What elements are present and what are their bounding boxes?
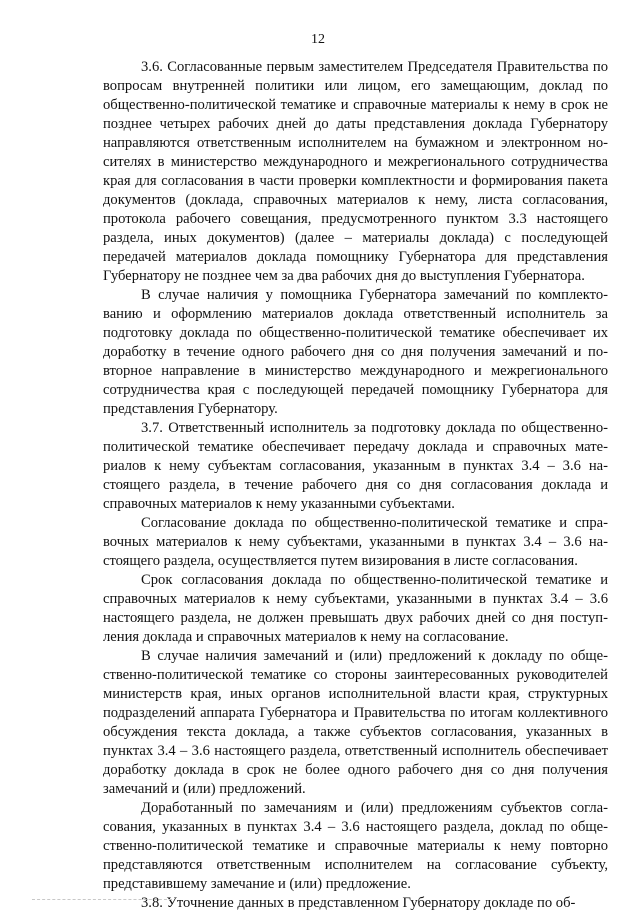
paragraph-approval-term: Срок согласования доклада по общественно-политической тематике и справочных материалов к нему субъектами, указанными в пунктах 3.4 – 3.6 настоящего раздела, не должен превышать двух рабочих дней со дня поступления доклада и справочных материалов к нему на согласование. — [103, 572, 608, 645]
paragraph-revised-report: Доработанный по замечаниям и (или) предложениям субъектов согласования, указанных в пунктах 3.4 – 3.6 настоящего раздела, доклад по общественно-политической тематике и справочные материалы к нему повторно представляются ответственным исполнителем на согласование субъекту, представившему замечание и (или) предложение. — [103, 800, 608, 892]
paragraph-approval-visa: Согласование доклада по общественно-политической тематике и справочных материалов к нему субъектами, указанными в пунктах 3.4 – 3.6 настоящего раздела, осуществляется путем визирования в листе согласования. — [103, 515, 608, 569]
paragraph-3-7: 3.7. Ответственный исполнитель за подготовку доклада по общественно-политической тематике обеспечивает передачу доклада и справочных материалов к нему субъектам согласования, указанным в пунктах 3.4 – 3.6 настоящего раздела, в течение рабочего дня со дня согласования доклада и справочных материалов к нему указанными субъектами. — [103, 420, 608, 512]
paragraph-remarks-assistant: В случае наличия у помощника Губернатора замечаний по комплектованию и оформлению материалов доклада ответственный исполнитель за подготовку доклада по общественно-политической тематике обеспечивает их доработку в течение одного рабочего дня со дня получения замечаний и повторное направление в министерство международного и межрегионального сотрудничества края с последующей передачей помощнику Губернатора для представления Губернатору. — [103, 287, 608, 417]
scan-edge-mark — [32, 899, 172, 902]
document-body — [103, 58, 608, 913]
paragraph-3-6: 3.6. Согласованные первым заместителем Председателя Правительства по вопросам внутренней политики или лицом, его замещающим, доклад по общественно-политической тематике и справочные материалы к нему в срок не позднее четырех рабочих дней до даты представления доклада Губернатору направляются ответственным исполнителем на бумажном и электронном носителях в министерство международного и межрегионального сотрудничества края для согласования в части проверки комплектности и формирования пакета документов (доклада, справочных материалов к нему, листа согласования, протокола рабочего совещания, предусмотренного пунктом 3.3 настоящего раздела, иных документов) (далее – материалы доклада) с последующей передачей материалов доклада помощнику Губернатора для представления Губернатору не позднее чем за два рабочих дня до выступления Губернатора. — [103, 59, 608, 284]
page-number: 12 — [311, 32, 325, 47]
paragraph-remarks-proposals: В случае наличия замечаний и (или) предложений к докладу по общественно-политической тематике со стороны заинтересованных руководителей министерств края, иных органов исполнительной власти края, структурных подразделений аппарата Губернатора и Правительства по итогам коллективного обсуждения текста доклада, а также субъектов согласования, указанных в пунктах 3.4 – 3.6 настоящего раздела, ответственный исполнитель обеспечивает доработку доклада в срок не более одного рабочего дня со дня получения замечаний и (или) предложений. — [103, 648, 608, 797]
paragraph-3-8: 3.8. Уточнение данных в представленном Губернатору докладе по об- — [141, 895, 576, 911]
